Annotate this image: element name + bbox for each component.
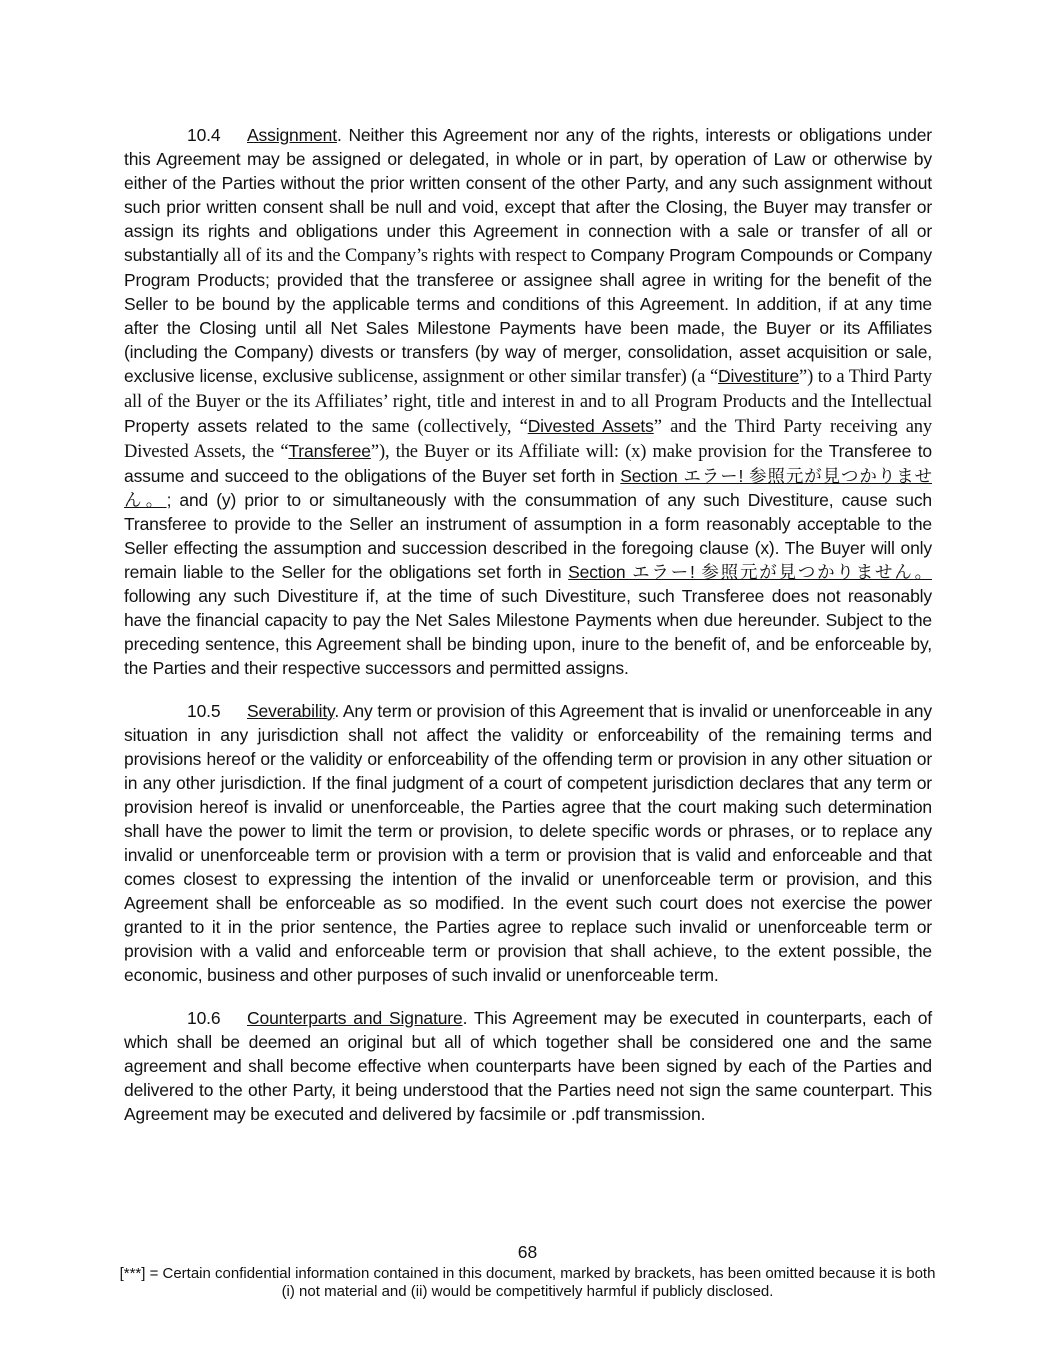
text-run: . This Agreement may be executed in counterparts, each of which shall be deemed an original but all of which together shall be considered one and the same agreement and shall become effective when counterparts have been signed by each of the Parties and delivered to the other Party, it being understood that the Parties need not sign the same counterpart. This Agreement may be executed and delivered by facsimile or .pdf transmission. — [124, 1008, 932, 1124]
defined-term-divestiture: Divestiture — [718, 366, 800, 386]
section-10-5 — [124, 699, 932, 987]
page-footer — [0, 1240, 1055, 1301]
defined-term-transferee: Transferee — [288, 441, 371, 461]
text-run: ”) to a Third Party all of the Buyer or the its Affiliates’ right, title and interest in and to all Program Products and the Intellectual — [124, 367, 932, 412]
section-10-6 — [124, 1006, 932, 1126]
text-run: following any such Divestiture if, at the time of such Divestiture, such Transferee does not reasonably have the financial capacity to pay the Net Sales Milestone Payments when due hereunder. Subject to the preceding sentence, this Agreement shall be binding upon, inure to the benefit of, and be enforceable by, the Parties and their respective successors and permitted assigns. — [124, 586, 932, 678]
text-run: sublicense, assignment or other similar transfer) (a “ — [337, 367, 719, 387]
section-title: Assignment — [247, 125, 337, 145]
page-number: 68 — [517, 1242, 538, 1262]
section-cross-reference: Section エラー! 参照元が見つかりません。 — [124, 466, 932, 510]
text-run: ; and (y) prior to or simultaneously with the consummation of any such Divestiture, cause such Transferee to provide to the Seller an instrument of assumption in a form reasonably acceptable to the Seller effecting the assumption and succession described in the foregoing clause (x). The Buyer will only remain liable to the Seller for the obligations set forth in — [124, 490, 932, 582]
text-run: . Any term or provision of this Agreement that is invalid or unenforceable in any situation in any jurisdiction shall not affect the validity or enforceability of the remaining terms and provisions hereof or the validity or enforceability of the offending term or provision in any other situation or in any other jurisdiction. If the final judgment of a court of competent jurisdiction declares that any term or provision hereof is invalid or unenforceable, the Parties agree that the court making such determination shall have the power to limit the term or provision, to delete specific words or phrases, or to replace any invalid or unenforceable term or provision with a term or provision that is valid and enforceable and that comes closest to expressing the intention of the invalid or unenforceable term or provision, and this Agreement shall be enforceable as so modified. In the event such court does not exercise the power granted to it in the prior sentence, the Parties agree to replace such invalid or unenforceable term or provision with a valid and enforceable term or provision that shall achieve, to the extent possible, the economic, business and other purposes of such invalid or unenforceable term. — [124, 701, 932, 985]
section-cross-reference: Section エラー! 参照元が見つかりません。 — [568, 562, 932, 582]
section-title: Severability — [247, 701, 335, 721]
section-number: 10.6 — [187, 1008, 221, 1028]
text-run: . Neither this Agreement nor any of the rights, interests or obligations under this Agreement may be assigned or delegated, in whole or in part, by operation of Law or otherwise by either of the Parties without the prior written consent of the other Party, and any such assignment without such prior written consent shall be null and void, except that after the Closing, the Buyer may transfer or assign its rights and obligations under this Agreement in connection with a sale or transfer of all or substantially — [124, 125, 932, 265]
text-run: Property assets related to the — [124, 416, 372, 436]
text-run: same (collectively, “ — [371, 417, 528, 437]
section-number: 10.5 — [187, 701, 221, 721]
section-number: 10.4 — [187, 125, 221, 145]
section-title: Counterparts and Signature — [247, 1008, 463, 1028]
section-10-4 — [124, 123, 932, 680]
document-body — [124, 123, 932, 1145]
text-run: Company Program Compounds or Company Program Products; provided that the transferee or assignee shall agree in writing for the benefit of the Seller to be bound by the applicable terms and conditions of this Agreement. In addition, if at any time after the Closing until all Net Sales Milestone Payments have been made, the Buyer or its Affiliates (including the Company) divests or transfers (by way of merger, consolidation, asset acquisition or sale, exclusive license, exclusive — [124, 245, 932, 386]
text-run: ”), the Buyer or its Affiliate will: (x) make provision for the — [370, 442, 823, 462]
text-run: all of its and the Company’s rights with respect to — [223, 246, 586, 266]
text-run: Transferee to assume and succeed to the obligations of the Buyer set forth in — [124, 441, 932, 486]
confidentiality-note: [***] = Certain confidential information contained in this document, marked by brackets, has been omitted because it is both (i) not material and (ii) would be competitively harmful if publicly disclosed. — [119, 1265, 936, 1300]
text-run: ” and the Third Party receiving any Divested Assets, the “ — [124, 417, 932, 462]
defined-term-divested-assets: Divested Assets — [527, 416, 654, 436]
